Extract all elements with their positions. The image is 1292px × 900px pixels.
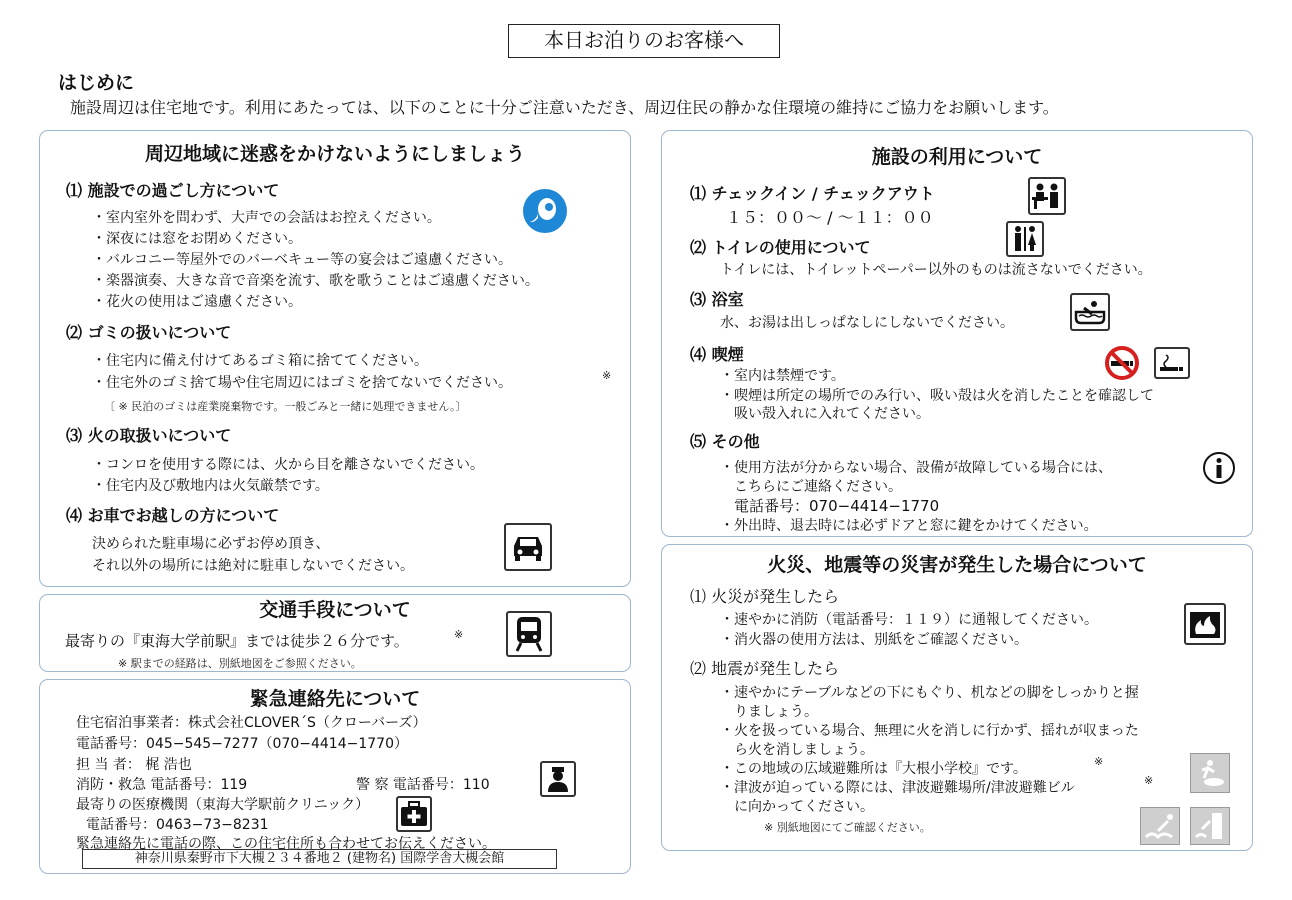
other-heading: ⑸ その他 <box>690 432 760 451</box>
quake-line: ・この地域の広域避難所は『大根小学校』です。 <box>720 761 1027 777</box>
list-item: ・コンロを使用する際には、火から目を離さないでください。 <box>92 457 484 473</box>
clinic-name: 最寄りの医療機関（東海大学駅前クリニック） <box>76 797 370 813</box>
other-line: ・外出時、退去時には必ずドアと窓に鍵をかけてください。 <box>720 518 1098 534</box>
quake-line: ・速やかにテーブルなどの下にもぐり、机などの脚をしっかりと握 <box>720 685 1139 701</box>
car-icon <box>504 523 552 571</box>
section-heading: ⑵ ゴミの扱いについて <box>66 323 232 342</box>
other-line: こちらにご連絡ください。 <box>734 479 902 495</box>
footnote-mark: ※ <box>602 369 612 382</box>
emergency-note: 緊急連絡先に電話の際、この住宅住所も合わせてお伝えください。 <box>76 836 496 852</box>
facility-panel <box>661 130 1253 537</box>
fire-icon <box>1184 603 1226 645</box>
evacuation-area-icon <box>1190 753 1230 793</box>
list-item: ・花火の使用はご遠慮ください。 <box>92 294 302 310</box>
footnote-mark: ※ <box>454 628 464 641</box>
police-icon <box>540 761 576 797</box>
facility-title: 施設の利用について <box>871 146 1043 168</box>
fire-ambulance-phone: 消防・救急 電話番号：119 <box>76 777 248 793</box>
checkin-times: １５：００～ / ～１１：００ <box>726 208 934 227</box>
transport-title: 交通手段について <box>259 599 411 621</box>
footnote: 〔 ※ 民泊のゴミは産業廃棄物です。一般ごみと一緒に処理できません。〕 <box>104 400 467 413</box>
fire-line: ・速やかに消防（電話番号：１１９）に通報してください。 <box>720 612 1098 628</box>
transport-text: 最寄りの『東海大学前駅』までは徒歩２６分です。 <box>65 632 409 650</box>
footnote: ※ 別紙地図にてご確認ください。 <box>764 821 931 834</box>
clinic-phone: 電話番号：0463−73−8231 <box>86 817 269 833</box>
list-item: ・住宅内及び敷地内は火気厳禁です。 <box>92 478 329 494</box>
footnote-mark: ※ <box>1144 774 1154 787</box>
no-smoking-icon <box>1104 345 1140 381</box>
smoking-line: ・喫煙は所定の場所でのみ行い、吸い殻は火を消したことを確認して <box>720 388 1154 404</box>
property-address: 神奈川県秦野市下大槻２３４番地２ (建物名) 国際学舎大槻会館 <box>82 849 557 869</box>
smoking-line: 吸い殻入れに入れてください。 <box>734 406 930 422</box>
list-item: ・楽器演奏、大きな音で音楽を流す、歌を歌うことはご遠慮ください。 <box>92 273 539 289</box>
section-heading: ⑶ 火の取扱いについて <box>66 426 232 445</box>
tsunami-evacuation-building-icon <box>1190 807 1230 845</box>
footnote: ※ 駅までの経路は、別紙地図をご参照ください。 <box>118 657 362 670</box>
quake-line: りましょう。 <box>734 704 818 720</box>
tsunami-evacuation-area-icon <box>1140 807 1180 845</box>
emergency-title: 緊急連絡先について <box>249 688 421 710</box>
disaster-title: 火災、地震等の災害が発生した場合について <box>767 554 1147 576</box>
manager-text: 担 当 者： 梶 浩也 <box>76 757 192 773</box>
train-icon <box>506 611 552 657</box>
info-icon <box>1202 451 1236 485</box>
bath-text: 水、お湯は出しっぱなしにしないでください。 <box>720 315 1014 331</box>
toilet-text: トイレには、トイレットペーパー以外のものは流さないでください。 <box>720 262 1152 278</box>
toilet-heading: ⑵ トイレの使用について <box>690 238 871 257</box>
page-title: 本日お泊りのお客様へ <box>508 24 780 58</box>
quiet-voice-icon <box>522 188 568 234</box>
quake-line: ・火を扱っている場合、無理に火を消しに行かず、揺れが収まった <box>720 723 1139 739</box>
disaster-panel <box>661 544 1253 851</box>
quake-line: に向かってください。 <box>734 799 874 815</box>
restroom-icon <box>1006 221 1044 257</box>
transport-panel <box>39 594 631 672</box>
footnote-mark: ※ <box>1094 755 1104 768</box>
list-item: ・深夜には窓をお閉めください。 <box>92 231 302 247</box>
other-line: ・使用方法が分からない場合、設備が故障している場合には、 <box>720 460 1112 476</box>
smoking-line: ・室内は禁煙です。 <box>720 368 845 384</box>
clinic-icon <box>396 796 432 832</box>
list-item: 決められた駐車場に必ずお停め頂き、 <box>92 536 330 552</box>
checkin-heading: ⑴ チェックイン / チェックアウト <box>690 184 935 203</box>
fire-heading: ⑴ 火災が発生したら <box>690 587 840 606</box>
emergency-panel <box>39 679 631 874</box>
list-item: それ以外の場所には絶対に駐車しないでください。 <box>92 558 414 574</box>
quake-line: ら火を消しましょう。 <box>734 742 874 758</box>
list-item: ・室内室外を問わず、大声での会話はお控えください。 <box>92 210 441 226</box>
operator-phone: 電話番号：045−545−7277（070−4414−1770） <box>76 736 408 752</box>
neighborhood-title: 周辺地域に迷惑をかけないようにしましょう <box>144 143 525 165</box>
fire-line: ・消火器の使用方法は、別紙をご確認ください。 <box>720 632 1028 648</box>
list-item: ・バルコニー等屋外でのバーベキュー等の宴会はご遠慮ください。 <box>92 252 512 268</box>
operator-text: 住宅宿泊事業者：株式会社CLOVER´S（クローバーズ） <box>76 715 427 731</box>
quake-line: ・津波が迫っている際には、津波避難場所/津波避難ビル <box>720 780 1075 796</box>
section-heading: ⑷ お車でお越しの方について <box>66 506 280 525</box>
intro-heading: はじめに <box>58 72 135 94</box>
intro-text: 施設周辺は住宅地です。利用にあたっては、以下のことに十分ご注意いただき、周辺住民の静かな住環境の維持にご協力をお願いします。 <box>70 98 1059 117</box>
smoking-heading: ⑷ 喫煙 <box>690 345 744 364</box>
smoking-area-icon <box>1154 347 1190 379</box>
list-item: ・住宅外のゴミ捨て場や住宅周辺にはゴミを捨てないでください。 <box>92 375 512 391</box>
neighborhood-panel <box>39 130 631 587</box>
list-item: ・住宅内に備え付けてあるゴミ箱に捨ててください。 <box>92 353 428 369</box>
police-phone: 警 察 電話番号：110 <box>356 777 490 793</box>
reception-icon <box>1028 177 1066 215</box>
contact-phone: 電話番号：070−4414−1770 <box>734 497 940 515</box>
bath-heading: ⑶ 浴室 <box>690 290 744 309</box>
section-heading: ⑴ 施設での過ごし方について <box>66 181 280 200</box>
quake-heading: ⑵ 地震が発生したら <box>690 659 840 678</box>
bathtub-icon <box>1070 293 1110 331</box>
